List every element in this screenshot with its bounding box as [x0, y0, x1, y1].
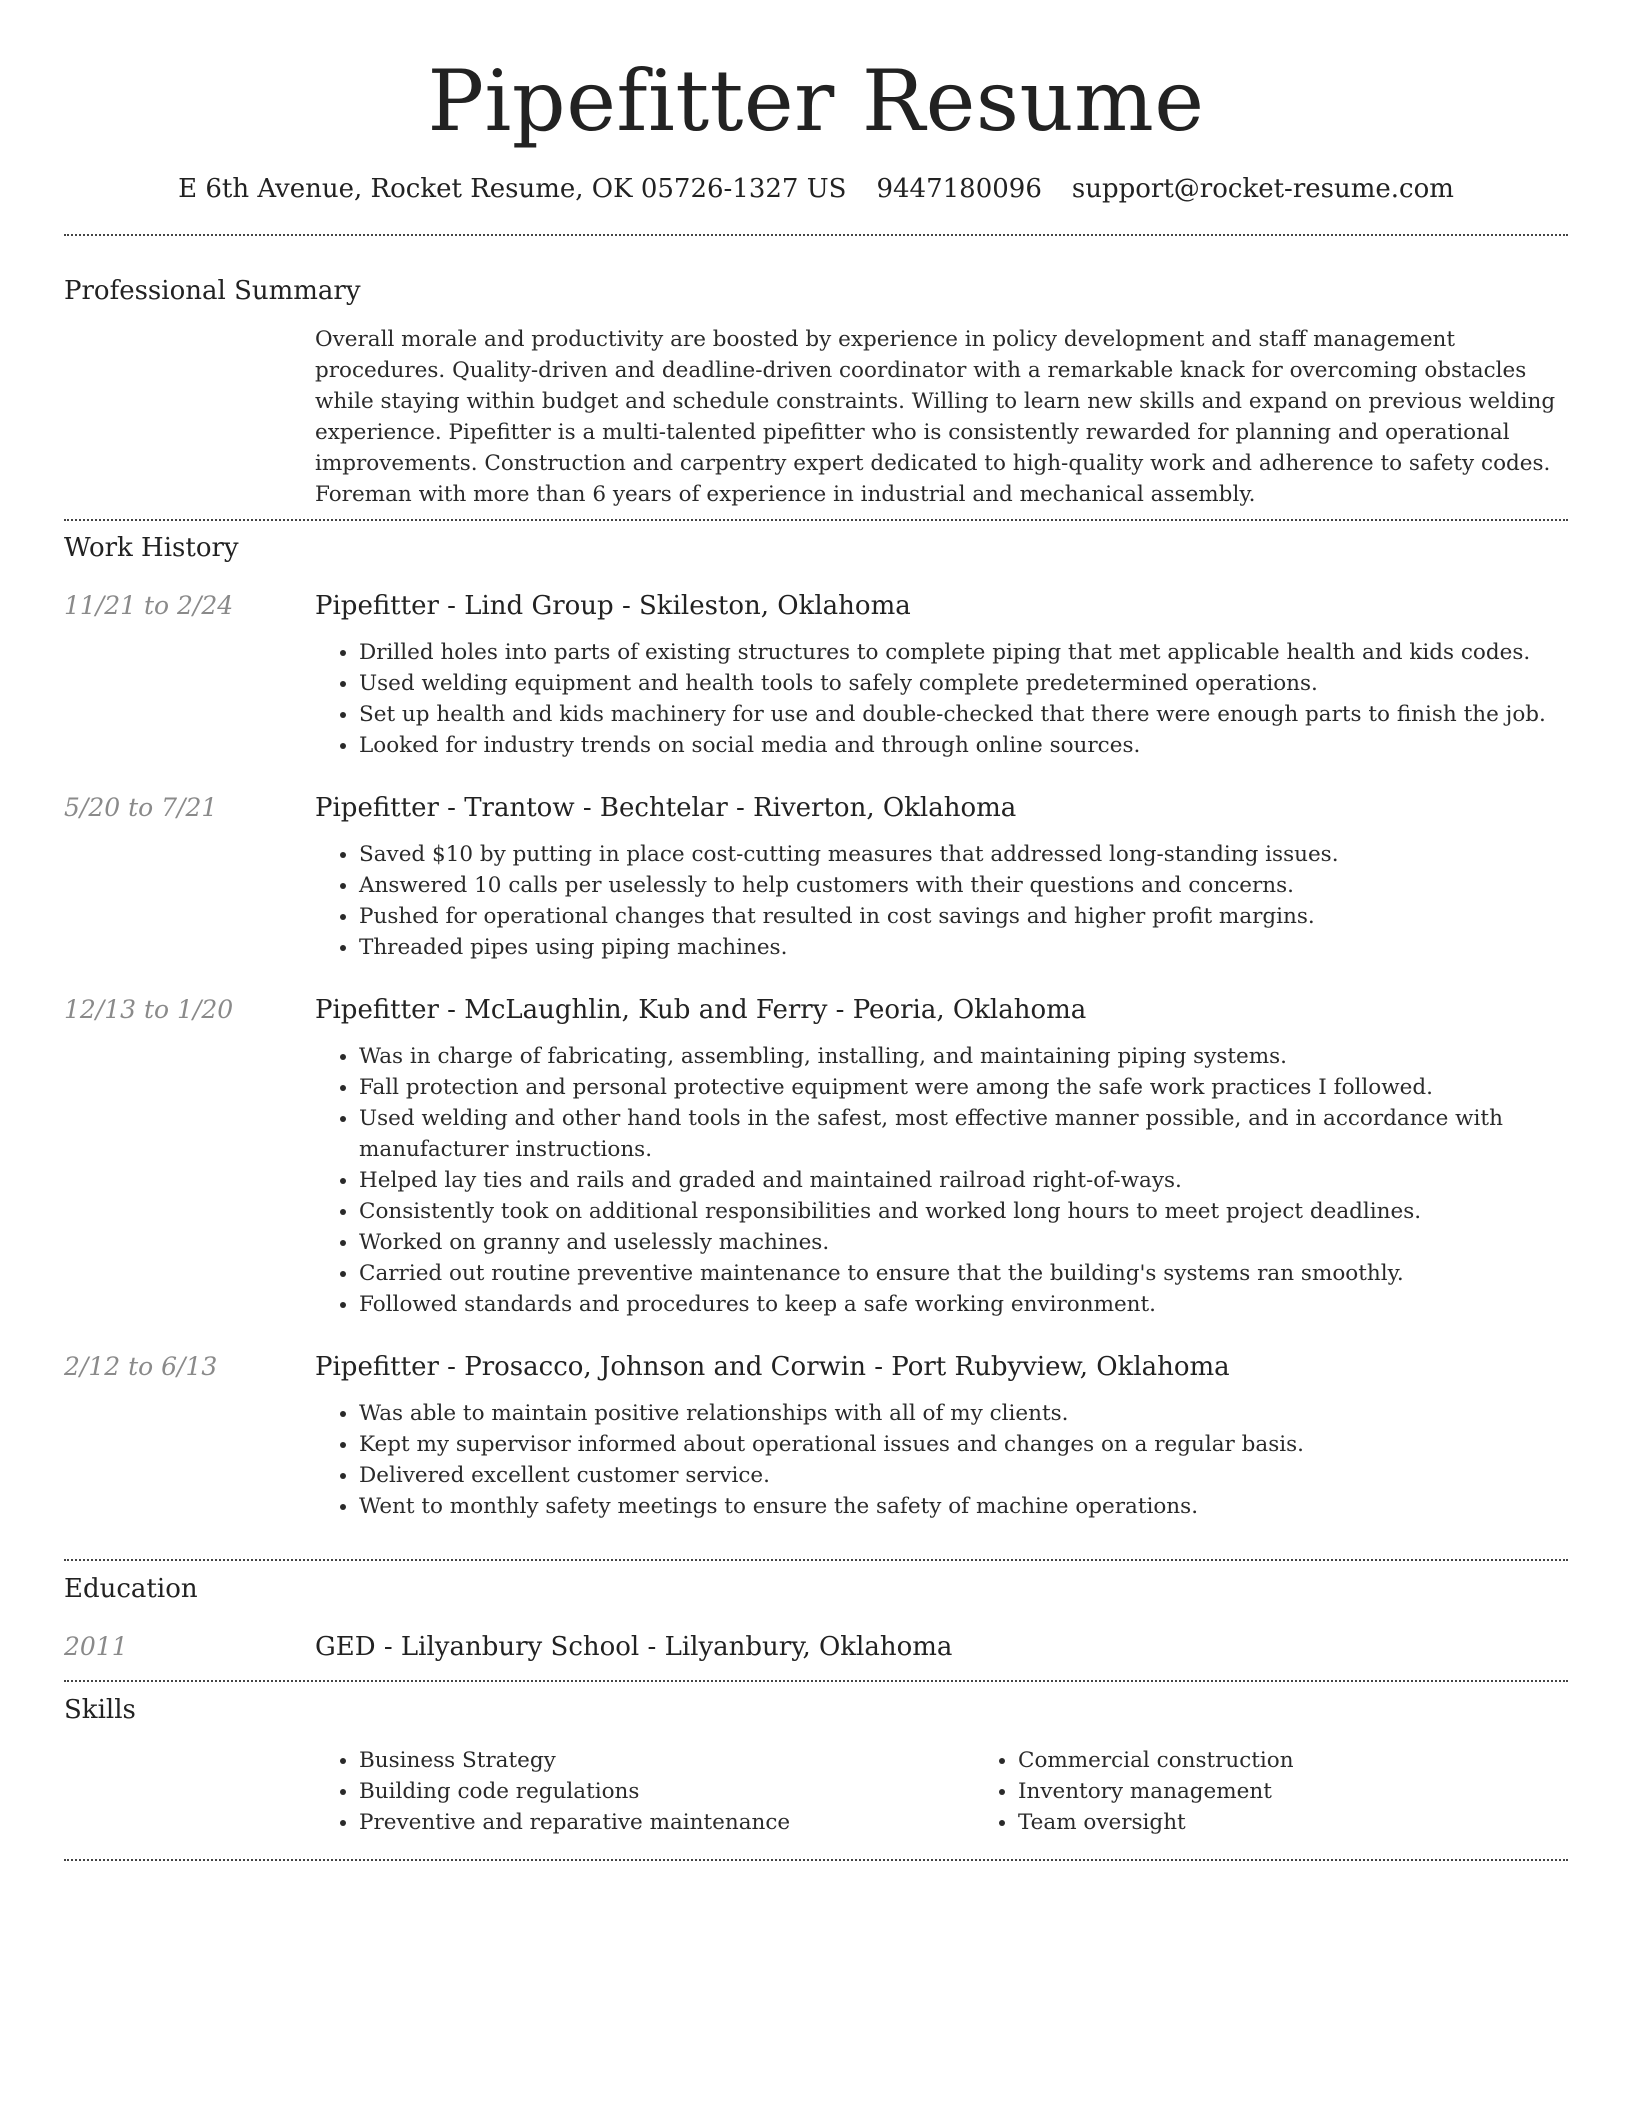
skills-column-1 [315, 1745, 974, 1838]
job-bullets [315, 1398, 1568, 1522]
job-bullet: • Kept my supervisor informed about operational issues and changes on a regular basis. [359, 1429, 1568, 1460]
education-year: 2011 [64, 1632, 128, 1661]
education-entry [64, 1630, 1568, 1664]
job-bullet: • Carried out routine preventive maintenance to ensure that the building's systems ran smoothly. [359, 1258, 1568, 1289]
contact-phone: 9447180096 [876, 174, 1042, 204]
job-bullet: • Helped lay ties and rails and graded and maintained railroad right-of-ways. [359, 1165, 1568, 1196]
job-bullets [315, 1041, 1568, 1320]
summary-text: Overall morale and productivity are boosted by experience in policy development and staff management procedures. Quality-driven and deadline-driven coordinator with a remarkable knack for overcoming obstacles while staying within budget and schedule constraints. Willing to learn new skills and expand on previous welding experience. Pipefitter is a multi-talented pipefitter who is consistently rewarded for planning and operational improvements. Construction and carpentry expert dedicated to high-quality work and adherence to safety codes. Foreman with more than 6 years of experience in industrial and mechanical assembly. [315, 327, 1556, 507]
job-bullet: • Was able to maintain positive relationships with all of my clients. [359, 1398, 1568, 1429]
education-heading: Education [64, 1574, 198, 1604]
divider-skills [64, 1859, 1568, 1861]
education-section [64, 1561, 1568, 1680]
education-title: GED - Lilyanbury School - Lilyanbury, Oklahoma [315, 1632, 953, 1662]
job-entry [64, 1350, 1568, 1522]
skill-item: • Inventory management [1018, 1776, 1632, 1807]
skills-heading: Skills [64, 1695, 136, 1725]
skills-section [64, 1682, 1568, 1859]
job-title: Pipefitter - McLaughlin, Kub and Ferry - Peoria, Oklahoma [315, 995, 1087, 1025]
job-bullet: • Drilled holes into parts of existing structures to complete piping that met applicable health and kids codes. [359, 637, 1568, 668]
job-dates: 5/20 to 7/21 [64, 793, 218, 822]
job-bullet: • Was in charge of fabricating, assembling, installing, and maintaining piping systems. [359, 1041, 1568, 1072]
skill-item: • Preventive and reparative maintenance [359, 1807, 974, 1838]
summary-heading: Professional Summary [64, 276, 361, 306]
job-bullet: • Looked for industry trends on social media and through online sources. [359, 730, 1568, 761]
resume-title: Pipefitter Resume [427, 52, 1205, 150]
job-bullets [315, 637, 1568, 761]
skill-item: • Business Strategy [359, 1745, 974, 1776]
job-bullet: • Set up health and kids machinery for use and double-checked that there were enough parts to finish the job. [359, 699, 1568, 730]
resume-page [64, 0, 1568, 1861]
job-bullet: • Used welding equipment and health tools to safely complete predetermined operations. [359, 668, 1568, 699]
job-bullet: • Saved $10 by putting in place cost-cutting measures that addressed long-standing issues. [359, 839, 1568, 870]
work-history-section [64, 521, 1568, 1559]
job-bullet: • Fall protection and personal protective equipment were among the safe work practices I followed. [359, 1072, 1568, 1103]
job-bullet: • Used welding and other hand tools in the safest, most effective manner possible, and in accordance with manufacturer instructions. [359, 1103, 1568, 1165]
job-title: Pipefitter - Prosacco, Johnson and Corwin - Port Rubyview, Oklahoma [315, 1352, 1230, 1382]
job-bullet: • Threaded pipes using piping machines. [359, 932, 1568, 963]
contact-line [64, 172, 1568, 206]
job-bullet: • Followed standards and procedures to keep a safe working environment. [359, 1289, 1568, 1320]
job-dates: 11/21 to 2/24 [64, 591, 234, 620]
job-dates: 12/13 to 1/20 [64, 995, 234, 1024]
work-history-heading: Work History [64, 533, 239, 563]
job-bullet: • Consistently took on additional responsibilities and worked long hours to meet project deadlines. [359, 1196, 1568, 1227]
job-entry [64, 993, 1568, 1320]
skill-item: • Commercial construction [1018, 1745, 1632, 1776]
summary-section [64, 236, 1568, 519]
skill-item: • Building code regulations [359, 1776, 974, 1807]
job-bullet: • Went to monthly safety meetings to ensure the safety of machine operations. [359, 1491, 1568, 1522]
job-bullet: • Delivered excellent customer service. [359, 1460, 1568, 1491]
skills-column-2 [974, 1745, 1632, 1838]
skill-item: • Team oversight [1018, 1807, 1632, 1838]
contact-address: E 6th Avenue, Rocket Resume, OK 05726-1327 US [178, 174, 847, 204]
job-entry [64, 589, 1568, 761]
job-bullet: • Pushed for operational changes that resulted in cost savings and higher profit margins. [359, 901, 1568, 932]
job-title: Pipefitter - Lind Group - Skileston, Oklahoma [315, 591, 911, 621]
contact-email: support@rocket-resume.com [1071, 174, 1454, 204]
job-dates: 2/12 to 6/13 [64, 1352, 218, 1381]
job-bullet: • Worked on granny and uselessly machines. [359, 1227, 1568, 1258]
job-entry [64, 791, 1568, 963]
job-title: Pipefitter - Trantow - Bechtelar - Riverton, Oklahoma [315, 793, 1017, 823]
job-bullets [315, 839, 1568, 963]
job-bullet: • Answered 10 calls per uselessly to help customers with their questions and concerns. [359, 870, 1568, 901]
